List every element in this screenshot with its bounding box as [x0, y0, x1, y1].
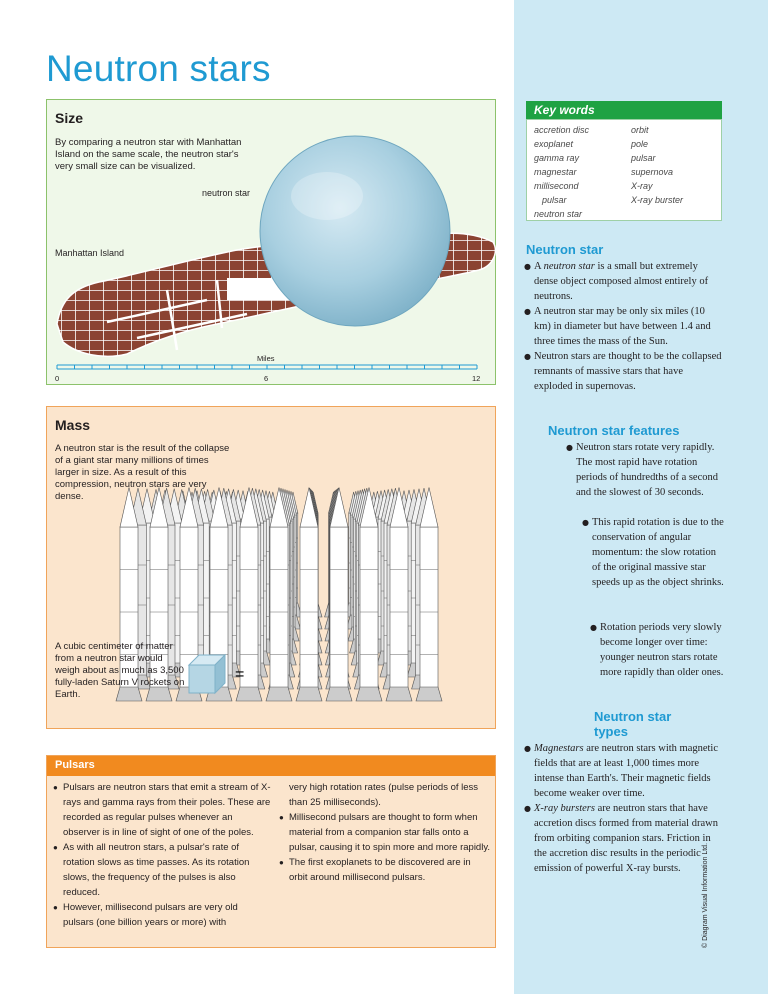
mass-comparison: A cubic centimeter of matter from a neutron star would weigh about as much as 3,500 fully-laden Saturn V rockets on Earth. [55, 641, 185, 700]
pulsars-header [47, 756, 495, 776]
key-word: orbit [631, 125, 649, 135]
neutron-star-item: ● A neutron star may be only six miles (10 km) in diameter but have between 1.4 and three times the mass of the Sun. [524, 304, 724, 349]
pulsar-paragraph: ● As with all neutron stars, a pulsar's rate of rotation slows as time passes. As its rotation slows, the frequency of the pulses is also reduced. [53, 840, 271, 900]
key-word: gamma ray [534, 153, 580, 163]
mass-description: A neutron star is the result of the collapse of a giant star many millions of times larger in size. As a result of this compression, neutron stars are very dense. [55, 443, 230, 502]
manhattan-label: Manhattan Island [55, 248, 125, 258]
key-word: exoplanet [534, 139, 574, 149]
key-word: supernova [631, 167, 674, 177]
key-word: pole [631, 139, 649, 149]
scale-tick-12: 12 [472, 374, 481, 383]
neutron-star-list [524, 259, 724, 394]
key-word: X-ray burster [631, 195, 684, 205]
key-word: magnestar [534, 167, 577, 177]
types-heading-line2: types [594, 724, 628, 739]
feature-block [590, 620, 726, 680]
scale-tick-0: 0 [55, 374, 60, 383]
feature-item: ● This rapid rotation is due to the conservation of angular momentum: the slow rotation of the original massive star speeds up as the object shrinks. [582, 515, 726, 590]
size-description: By comparing a neutron star with Manhattan Island on the same scale, the neutron star's very small size can be visualized. [55, 137, 242, 172]
equals-sign: = [235, 666, 245, 683]
scale-label: Miles [257, 354, 275, 363]
size-heading: Size [55, 110, 84, 126]
pulsars-section [46, 755, 496, 948]
key-words-column-2 [631, 123, 683, 207]
size-section [46, 99, 496, 385]
features-heading: Neutron star features [548, 423, 680, 438]
feature-block [566, 440, 726, 500]
feature-item: ● Neutron stars rotate very rapidly. The most rapid have rotation periods of hundredths of a second and the slowest of 30 seconds. [566, 440, 726, 500]
key-words-box [526, 119, 722, 221]
scale-tick-6: 6 [264, 374, 269, 383]
pulsar-paragraph: very high rotation rates (pulse periods of less than 25 milliseconds). [289, 782, 479, 808]
pulsars-column-1 [53, 780, 271, 930]
copyright-notice: © Diagram Visual Information Ltd. [702, 842, 709, 948]
neutron-star-label: neutron star [202, 188, 251, 198]
page-title: Neutron stars [46, 48, 271, 89]
types-heading-line1: Neutron star [594, 709, 672, 724]
pulsar-paragraph: ● However, millisecond pulsars are very old pulsars (one billion years or more) with [53, 900, 271, 930]
neutron-star-heading: Neutron star [526, 242, 604, 257]
pulsar-paragraph: ● Millisecond pulsars are thought to form when material from a companion star falls onto a pulsar, causing it to spin more and more rapidly. [279, 810, 491, 855]
types-list [524, 741, 720, 876]
key-word: pulsar [631, 153, 656, 163]
feature-block [582, 515, 726, 590]
type-item: ● X-ray bursters are neutron stars that have accretion discs formed from material drawn from orbiting companion stars. Friction in the accretion disc results in the periodic emission of powerful X-ray bursts. [524, 801, 720, 876]
key-word: accretion disc [534, 125, 590, 135]
mass-heading: Mass [55, 417, 91, 433]
key-words-header [526, 101, 722, 119]
pulsar-paragraph: ● The first exoplanets to be discovered are in orbit around millisecond pulsars. [279, 855, 491, 885]
pulsar-paragraph: ● Pulsars are neutron stars that emit a stream of X-rays and gamma rays from their poles. These are recorded as regular pulses whenever an observer is in line of sight of one of the poles. [53, 780, 271, 840]
key-word: millisecond [534, 181, 579, 191]
key-word: X-ray [631, 181, 653, 191]
key-words-column-1 [534, 123, 589, 221]
pulsars-heading: Pulsars [55, 759, 95, 771]
neutron-star-item: ● Neutron stars are thought to be the collapsed remnants of massive stars that have exploded in supernovas. [524, 349, 724, 394]
mass-section [46, 406, 496, 729]
key-word: neutron star [534, 209, 583, 219]
key-word: pulsar [542, 195, 567, 205]
types-heading [594, 709, 671, 739]
cube-icon [189, 655, 225, 693]
key-words-heading: Key words [534, 103, 595, 117]
type-item: ● Magnestars are neutron stars with magnetic fields that are at least 1,000 times more intense than Earth's. Their magnetic fields become weaker over time. [524, 741, 720, 801]
feature-item: ● Rotation periods very slowly become longer over time: younger neutron stars rotate more rapidly than older ones. [590, 620, 726, 680]
neutron-star-sphere [260, 136, 450, 326]
neutron-star-item: ● A neutron star is a small but extremely dense object composed almost entirely of neutrons. [524, 259, 724, 304]
pulsars-column-2 [279, 780, 491, 885]
